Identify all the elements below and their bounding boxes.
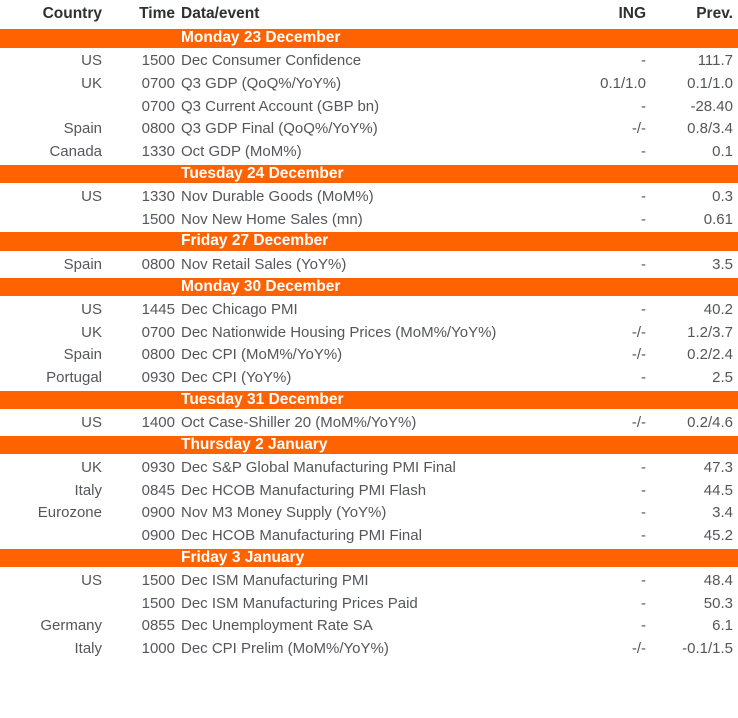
ing-cell: -: [641, 300, 646, 318]
event-row: [0, 252, 738, 277]
section-date-row: [0, 164, 738, 185]
event-cell: Q3 Current Account (GBP bn): [181, 97, 380, 115]
time-cell: 1445: [141, 300, 175, 318]
event-cell: Nov M3 Money Supply (YoY%): [181, 504, 387, 522]
time-cell: 0845: [141, 481, 175, 499]
event-row: [0, 184, 738, 208]
ing-cell: -: [641, 210, 646, 228]
prev-cell: -28.40: [690, 97, 733, 115]
country-cell: Spain: [63, 255, 102, 273]
time-cell: 0700: [141, 74, 175, 92]
country-cell: UK: [81, 74, 102, 92]
country-cell: Spain: [63, 120, 102, 138]
event-cell: Oct Case-Shiller 20 (MoM%/YoY%): [181, 413, 417, 431]
event-cell: Dec ISM Manufacturing PMI: [181, 572, 369, 590]
event-row: [0, 343, 738, 366]
event-cell: Q3 GDP (QoQ%/YoY%): [181, 74, 342, 92]
event-row: [0, 479, 738, 502]
country-cell: Eurozone: [37, 504, 102, 522]
event-row: [0, 637, 738, 660]
prev-cell: 6.1: [712, 617, 733, 635]
country-cell: US: [81, 187, 102, 205]
event-cell: Dec CPI (MoM%/YoY%): [181, 346, 343, 364]
country-cell: Italy: [74, 481, 102, 499]
prev-cell: 0.8/3.4: [687, 120, 733, 138]
country-cell: US: [81, 572, 102, 590]
prev-cell: 0.1: [712, 142, 733, 160]
section-date-row: [0, 231, 738, 252]
prev-cell: 0.2/2.4: [687, 346, 733, 364]
time-cell: 0930: [141, 459, 175, 477]
time-cell: 0800: [141, 346, 175, 364]
ing-cell: -: [641, 617, 646, 635]
time-cell: 1500: [141, 210, 175, 228]
time-cell: 1400: [141, 413, 175, 431]
country-cell: [0, 524, 110, 548]
country-cell: UK: [81, 323, 102, 341]
event-cell: Dec Unemployment Rate SA: [181, 617, 373, 635]
event-cell: Dec HCOB Manufacturing PMI Final: [181, 526, 422, 544]
section-date-row: [0, 390, 738, 411]
event-row: [0, 72, 738, 95]
section-date-label: Tuesday 24 December: [0, 164, 738, 185]
country-cell: [0, 592, 110, 615]
section-date-label: Friday 27 December: [0, 231, 738, 252]
event-row: [0, 592, 738, 615]
ing-cell: -/-: [631, 323, 646, 341]
event-cell: Dec CPI (YoY%): [181, 368, 292, 386]
ing-cell: -/-: [631, 413, 646, 431]
section-date-row: [0, 435, 738, 456]
event-row: [0, 501, 738, 524]
prev-cell: 50.3: [703, 594, 733, 612]
event-cell: Dec CPI Prelim (MoM%/YoY%): [181, 639, 389, 657]
ing-cell: -: [641, 52, 646, 70]
event-row: [0, 321, 738, 344]
country-cell: [0, 208, 110, 232]
event-row: [0, 117, 738, 140]
event-cell: Dec Chicago PMI: [181, 300, 298, 318]
section-date-label: Monday 30 December: [0, 277, 738, 298]
prev-cell: 40.2: [703, 300, 733, 318]
event-row: [0, 49, 738, 73]
time-cell: 0900: [141, 526, 175, 544]
prev-cell: 0.3: [712, 187, 733, 205]
ing-cell: -: [641, 459, 646, 477]
event-cell: Q3 GDP Final (QoQ%/YoY%): [181, 120, 378, 138]
ing-cell: -: [641, 504, 646, 522]
event-cell: Dec S&P Global Manufacturing PMI Final: [181, 459, 456, 477]
country-cell: Canada: [49, 142, 102, 160]
ing-cell: -: [641, 481, 646, 499]
country-cell: Spain: [63, 346, 102, 364]
event-cell: Dec HCOB Manufacturing PMI Flash: [181, 481, 427, 499]
ing-cell: -/-: [631, 639, 646, 657]
country-cell: US: [81, 300, 102, 318]
event-row: [0, 524, 738, 548]
col-header-country: Country: [42, 4, 102, 22]
prev-cell: 48.4: [703, 572, 733, 590]
table-header-row: [0, 0, 738, 28]
prev-cell: 0.61: [703, 210, 733, 228]
time-cell: 0700: [141, 323, 175, 341]
event-cell: Nov New Home Sales (mn): [181, 210, 363, 228]
time-cell: 1500: [141, 572, 175, 590]
prev-cell: 3.5: [712, 255, 733, 273]
event-row: [0, 410, 738, 435]
event-row: [0, 568, 738, 592]
prev-cell: -0.1/1.5: [682, 639, 733, 657]
section-date-label: Thursday 2 January: [0, 435, 738, 456]
event-cell: Nov Durable Goods (MoM%): [181, 187, 374, 205]
time-cell: 1330: [141, 187, 175, 205]
ing-cell: -: [641, 142, 646, 160]
ing-cell: -: [641, 97, 646, 115]
section-date-row: [0, 28, 738, 49]
section-date-row: [0, 548, 738, 569]
section-date-label: Friday 3 January: [0, 548, 738, 569]
col-header-time: Time: [139, 4, 175, 22]
country-cell: Italy: [74, 639, 102, 657]
event-cell: Dec Consumer Confidence: [181, 52, 362, 70]
prev-cell: 47.3: [703, 459, 733, 477]
time-cell: 0800: [141, 255, 175, 273]
prev-cell: 44.5: [703, 481, 733, 499]
ing-cell: -/-: [631, 120, 646, 138]
country-cell: [0, 95, 110, 118]
time-cell: 1000: [141, 639, 175, 657]
ing-cell: 0.1/1.0: [600, 74, 646, 92]
ing-cell: -/-: [631, 346, 646, 364]
country-cell: US: [81, 52, 102, 70]
event-row: [0, 297, 738, 321]
time-cell: 0930: [141, 368, 175, 386]
col-header-event: Data/event: [181, 4, 260, 22]
event-row: [0, 366, 738, 390]
event-row: [0, 614, 738, 637]
prev-cell: 0.1/1.0: [687, 74, 733, 92]
col-header-ing: ING: [618, 4, 646, 22]
event-cell: Dec Nationwide Housing Prices (MoM%/YoY%): [181, 323, 497, 341]
col-header-prev: Prev.: [696, 4, 733, 22]
prev-cell: 1.2/3.7: [687, 323, 733, 341]
event-row: [0, 140, 738, 164]
prev-cell: 0.2/4.6: [687, 413, 733, 431]
time-cell: 1500: [141, 594, 175, 612]
section-date-row: [0, 277, 738, 298]
country-cell: Germany: [40, 617, 102, 635]
section-date-label: Monday 23 December: [0, 28, 738, 49]
event-row: [0, 95, 738, 118]
ing-cell: -: [641, 594, 646, 612]
event-row: [0, 208, 738, 232]
event-cell: Nov Retail Sales (YoY%): [181, 255, 347, 273]
event-row: [0, 455, 738, 479]
ing-cell: -: [641, 526, 646, 544]
event-cell: Oct GDP (MoM%): [181, 142, 302, 160]
prev-cell: 2.5: [712, 368, 733, 386]
time-cell: 0855: [141, 617, 175, 635]
time-cell: 1330: [141, 142, 175, 160]
ing-cell: -: [641, 368, 646, 386]
time-cell: 0700: [141, 97, 175, 115]
time-cell: 1500: [141, 52, 175, 70]
table-body: [0, 28, 738, 660]
prev-cell: 45.2: [703, 526, 733, 544]
ing-cell: -: [641, 255, 646, 273]
ing-cell: -: [641, 572, 646, 590]
ing-cell: -: [641, 187, 646, 205]
table-header: [0, 0, 738, 28]
country-cell: UK: [81, 459, 102, 477]
prev-cell: 111.7: [697, 52, 733, 70]
country-cell: US: [81, 413, 102, 431]
time-cell: 0800: [141, 120, 175, 138]
section-date-label: Tuesday 31 December: [0, 390, 738, 411]
prev-cell: 3.4: [712, 504, 733, 522]
country-cell: Portugal: [46, 368, 102, 386]
event-cell: Dec ISM Manufacturing Prices Paid: [181, 594, 418, 612]
time-cell: 0900: [141, 504, 175, 522]
